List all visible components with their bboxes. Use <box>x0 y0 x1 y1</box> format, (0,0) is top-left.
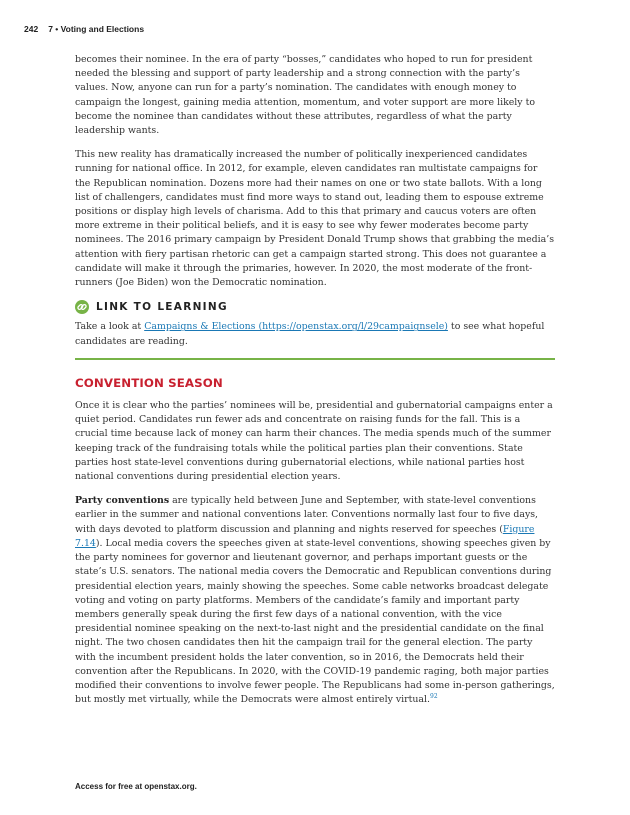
key-term: Party conventions <box>75 495 170 507</box>
paragraph: Once it is clear who the parties’ nominees will be, presidential and gubernatorial campaigns enter a quiet period. Candidates run fewer ads and concentrate on raising funds for the fall. This is a crucial time because lack of money can harm their chances. The media spends much of the summer keeping track of the fundraising totals while the political parties plan their conventions. State parties host state-level conventions during gubernatorial elections, while national parties host national conventions during presidential election years. <box>75 400 553 483</box>
link-chain-icon <box>75 300 89 314</box>
section-divider <box>75 358 555 360</box>
paragraph: Party conventions are typically held between June and September, with state-level conventions earlier in the summer and national conventions later. Conventions normally last four to five days, with days devoted to platform discussion and planning and nights reserved for speeches (Figure 7.14). Local media covers the speeches given at state-level conventions, showing speeches given by the party nominees for governor and lieutenant governor, and perhaps important guests or the state’s U.S. senators. The national media covers the Democratic and Republican conventions during presidential election years, mainly showing the speeches. Some cable networks broadcast delegate voting and voting on party platforms. Members of the candidate’s family and important party members generally speak during the first few days of a national convention, with the vice presidential nominee speaking on the next-to-last night and the presidential candidate on the final night. The two chosen candidates then hit the campaign trail for the general election. The party with the incumbent president holds the later convention, so in 2016, the Democrats held their convention after the Republicans. In 2020, with the COVID-19 pandemic raging, both major parties modified their conventions to involve fewer people. The Republicans had some in-person gatherings, but mostly met virtually, while the Democrats were almost entirely virtual.$^{92}$ <box>75 495 555 706</box>
link-to-learning-box <box>75 300 555 360</box>
link-to-learning-text: Take a look at Campaigns & Elections (https://openstax.org/l/29campaignsele) to see what hopeful candidates are reading. <box>75 321 545 347</box>
footnote-link[interactable]: 92 <box>430 693 438 700</box>
main-text <box>75 53 555 717</box>
running-header <box>24 24 144 34</box>
page-footer: Access for free at openstax.org. <box>75 782 197 791</box>
chapter-title: 7 • Voting and Elections <box>48 24 145 34</box>
page-number: 242 <box>24 24 39 34</box>
campaigns-elections-link[interactable]: Campaigns & Elections (https://openstax.org/l/29campaignsele) <box>144 321 448 333</box>
link-to-learning-title: LINK TO LEARNING <box>96 301 228 314</box>
figure-link[interactable]: Figure 7.14 <box>75 523 535 549</box>
section-heading: CONVENTION SEASON <box>75 375 223 390</box>
paragraph: becomes their nominee. In the era of party “bosses,” candidates who hoped to run for president needed the blessing and support of party leadership and a strong connection with the party’s values. Now, anyone can run for a party’s nomination. The candidates with enough money to campaign the longest, gaining media attention, momentum, and voter support are more likely to become the nominee than candidates without these attributes, regardless of what the party leadership wants. <box>75 54 535 137</box>
paragraph: This new reality has dramatically increased the number of politically inexperienced candidates running for national office. In 2012, for example, eleven candidates ran multistate campaigns for the Republican nomination. Dozens more had their names on one or two state ballots. With a long list of challengers, candidates must find more ways to stand out, leading them to espouse extreme positions or display high levels of charisma. Add to this that primary and caucus voters are often more extreme in their political beliefs, and it is easy to see why fewer moderates become party nominees. The 2016 primary campaign by President Donald Trump shows that grabbing the media’s attention with fiery partisan rhetoric can get a campaign started strong. This does not guarantee a candidate will make it through the primaries, however. In 2020, the most moderate of the front-runners (Joe Biden) won the Democratic nomination. <box>75 149 555 289</box>
